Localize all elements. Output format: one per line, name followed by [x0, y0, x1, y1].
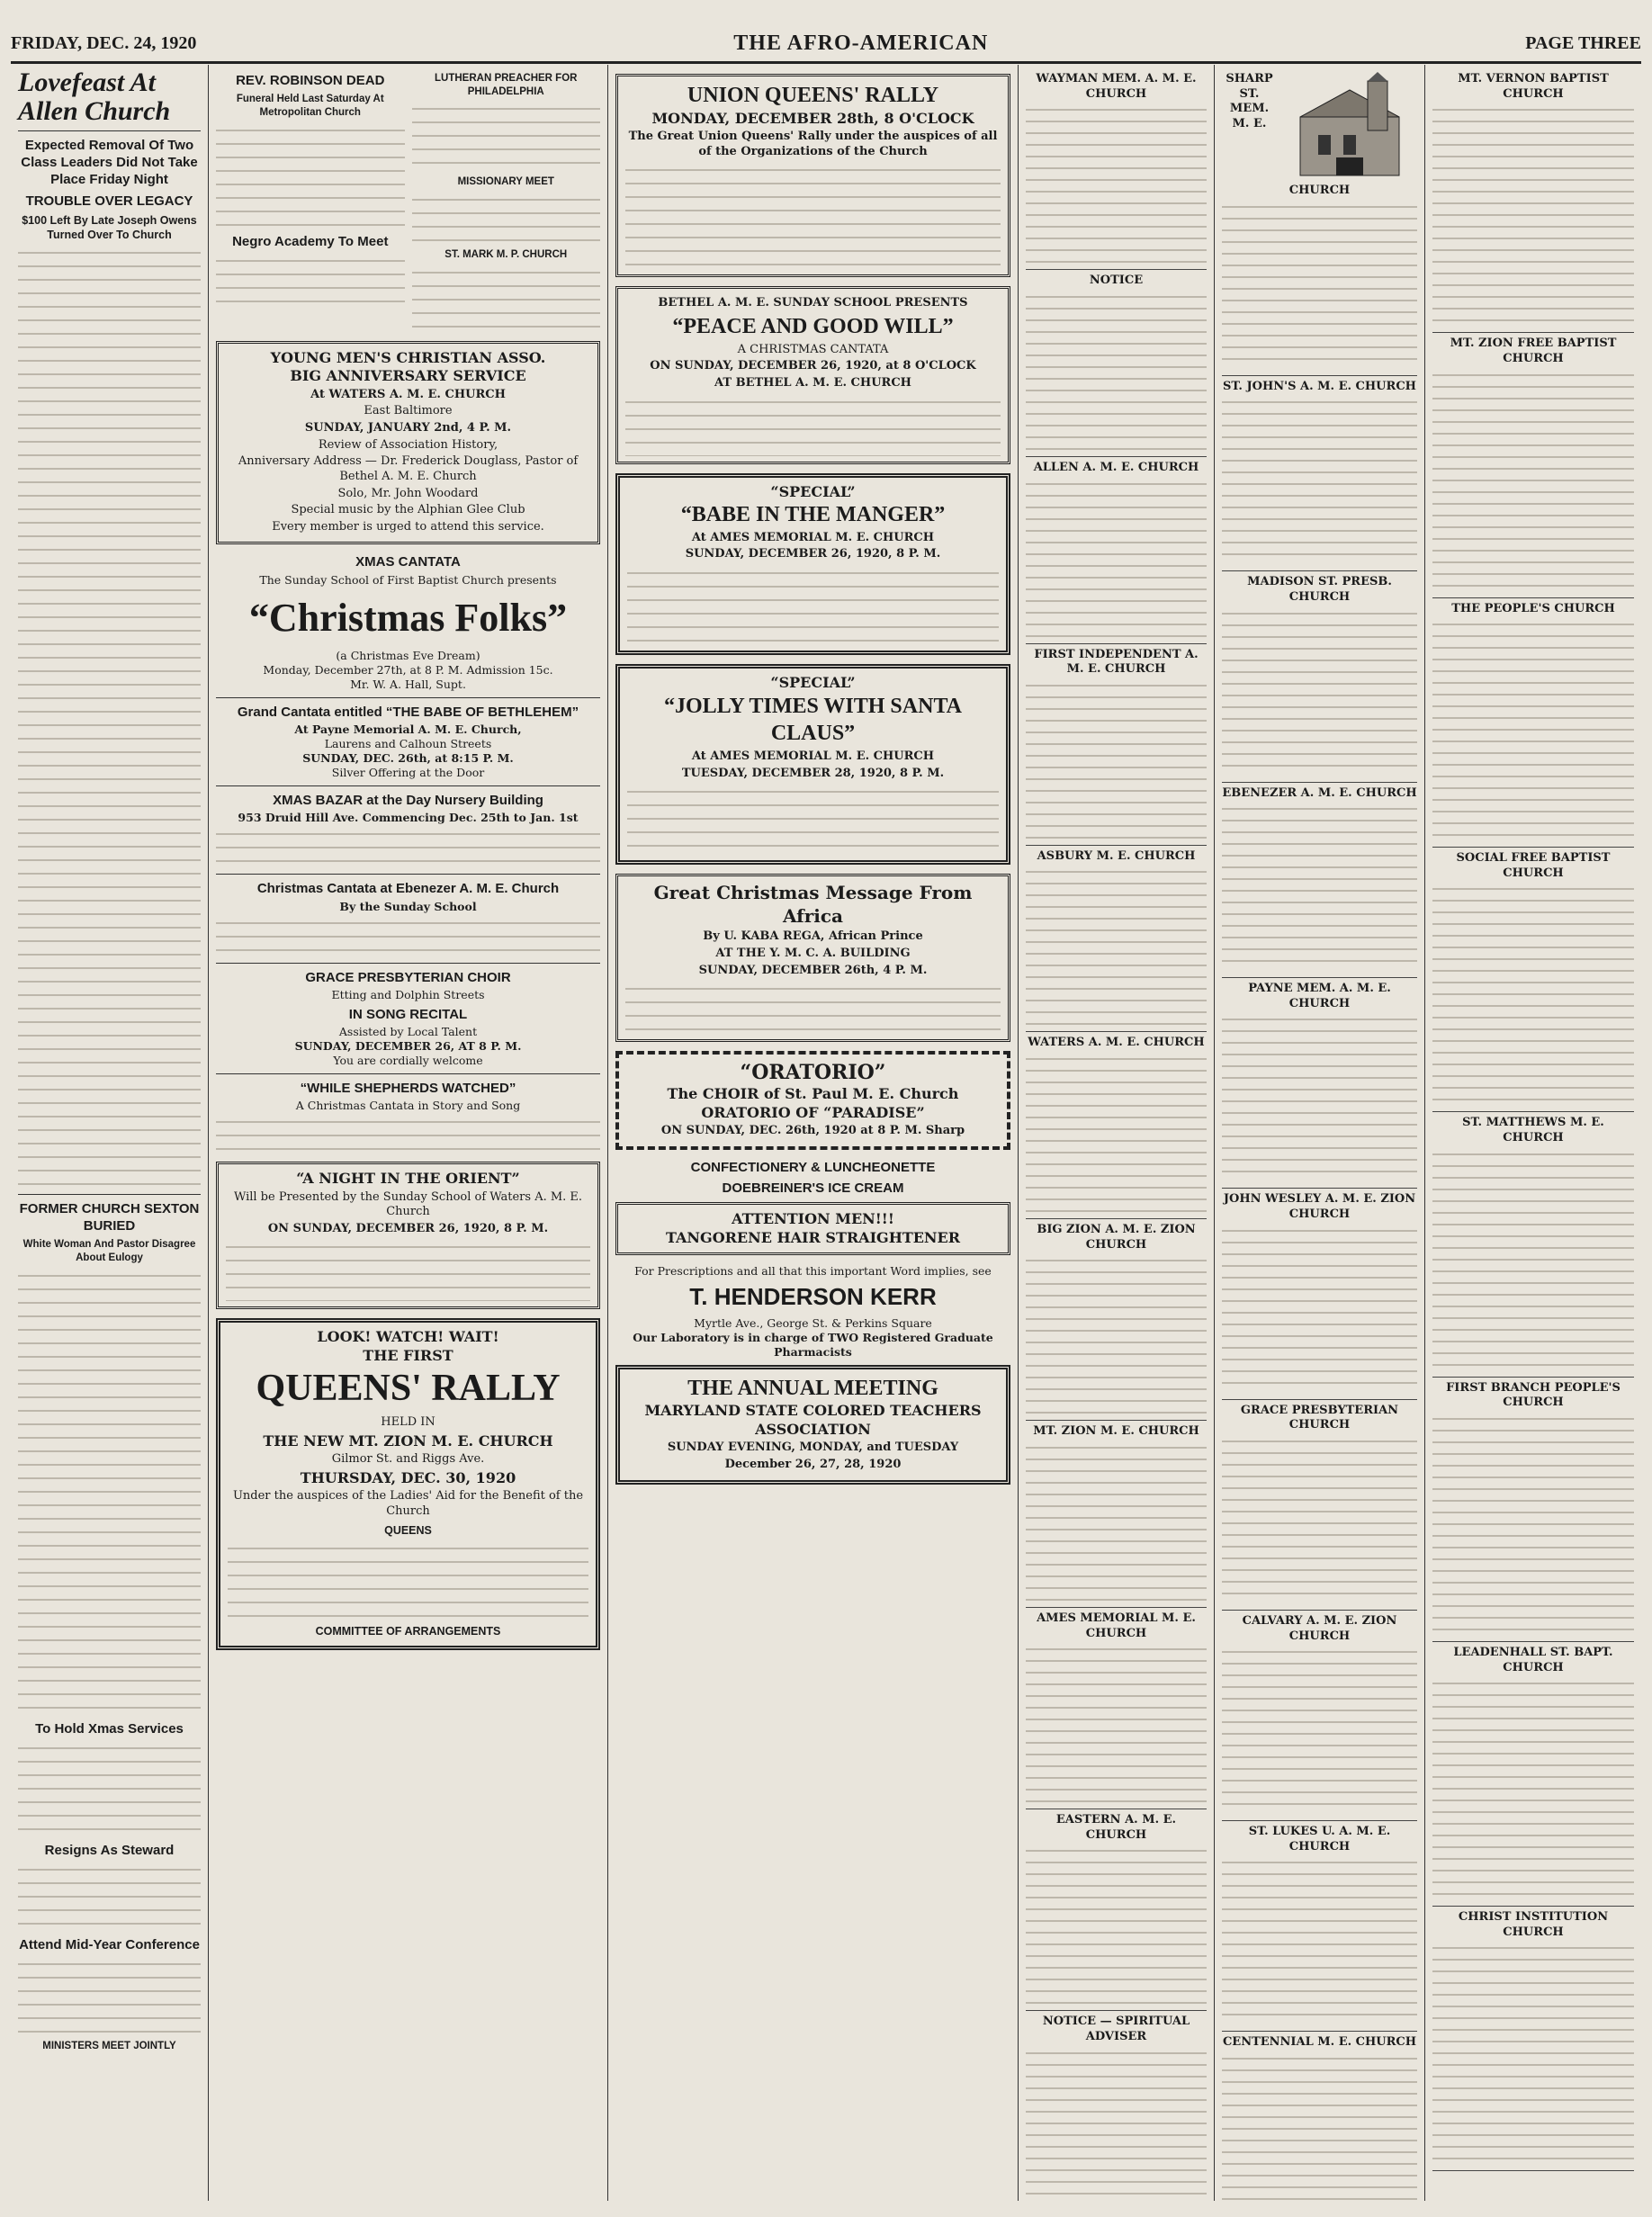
column-2	[209, 65, 608, 2201]
babe-bethlehem-addr: Laurens and Calhoun Streets	[324, 737, 492, 751]
kerr-title: T. HENDERSON KERR	[689, 1283, 937, 1311]
lead-headline: Lovefeast At Allen Church	[18, 67, 171, 126]
church-listing	[1432, 598, 1634, 848]
ymca-review: Review of Association History,	[318, 437, 498, 452]
robinson-body	[216, 121, 405, 229]
christmas-folks-ad	[216, 553, 600, 692]
orient-title: “A NIGHT IN THE ORIENT”	[296, 1170, 520, 1188]
church-name: AMES MEMORIAL M. E. CHURCH	[1037, 1611, 1196, 1640]
kerr-lab: Our Laboratory is in charge of TWO Registered Graduate Pharmacists	[633, 1330, 993, 1359]
christmas-folks-supt: Mr. W. A. Hall, Supt.	[350, 677, 466, 691]
oratorio-date: ON SUNDAY, DEC. 26th, 1920 at 8 P. M. Sharp	[660, 1124, 965, 1138]
bethel-place: AT BETHEL A. M. E. CHURCH	[714, 376, 911, 390]
church-name: ST. MATTHEWS M. E. CHURCH	[1462, 1116, 1604, 1144]
church-name: NOTICE — SPIRITUAL ADVISER	[1042, 2015, 1190, 2043]
annual-title: THE ANNUAL MEETING	[687, 1376, 938, 1400]
church-details	[1222, 1011, 1417, 1182]
grace-recital: IN SONG RECITAL	[348, 1006, 468, 1022]
church-name: GRACE PRESBYTERIAN CHURCH	[1240, 1403, 1399, 1432]
bazar-dates: 953 Druid Hill Ave. Commencing Dec. 25th to Jan. 1st	[238, 811, 579, 825]
church-name: ST. JOHN'S A. M. E. CHURCH	[1223, 379, 1416, 393]
church-name: JOHN WESLEY A. M. E. ZION CHURCH	[1223, 1192, 1416, 1221]
confectionery-ad	[615, 1159, 1010, 1197]
church-details	[1432, 1940, 1634, 2165]
church-listing	[1222, 1189, 1417, 1399]
union-sub: The Great Union Queens' Rally under the auspices of all of the Organizations of the Church	[628, 130, 998, 158]
church-details	[1026, 1051, 1207, 1213]
st-mark-body	[412, 264, 601, 336]
church-name: WATERS A. M. E. CHURCH	[1028, 1036, 1205, 1050]
ebenezer-sub: By the Sunday School	[339, 899, 477, 913]
church-listing	[1432, 1642, 1634, 1907]
orient-date: ON SUNDAY, DECEMBER 26, 1920, 8 P. M.	[267, 1221, 549, 1235]
church-details	[1026, 678, 1207, 839]
annual-days: SUNDAY EVENING, MONDAY, and TUESDAY	[667, 1441, 959, 1455]
church-name: ST. LUKES U. A. M. E. CHURCH	[1248, 1825, 1391, 1853]
bazar-body	[216, 825, 600, 868]
lutheran-head: LUTHERAN PREACHER FOR PHILADELPHIA	[435, 73, 578, 97]
manger-date: SUNDAY, DECEMBER 26, 1920, 8 P. M.	[685, 547, 941, 561]
church-name: MADISON ST. PRESB. CHURCH	[1247, 575, 1392, 604]
church-name: WAYMAN MEM. A. M. E. CHURCH	[1036, 72, 1197, 101]
church-listing	[1222, 783, 1417, 979]
church-name: ASBURY M. E. CHURCH	[1037, 848, 1196, 863]
church-details	[1222, 1644, 1417, 1815]
oratorio-ad	[615, 1051, 1010, 1150]
kerr-ad	[615, 1264, 1010, 1359]
church-listing	[1026, 1219, 1207, 1421]
church-listing	[1222, 376, 1417, 572]
church-listing	[1432, 1907, 1634, 2171]
bethel-body	[625, 393, 1001, 456]
christmas-folks-title: “Christmas Folks”	[248, 595, 568, 640]
confect-title: CONFECTIONERY & LUNCHEONETTE	[690, 1160, 936, 1176]
church-details	[1222, 1223, 1417, 1394]
lead-story-body	[18, 244, 201, 1189]
manger-ad	[615, 473, 1010, 655]
lead-deck-2: TROUBLE OVER LEGACY	[25, 193, 193, 209]
church-listing	[1026, 457, 1207, 644]
xmas-cantata-label: XMAS CANTATA	[355, 554, 461, 570]
ebenezer-body	[216, 914, 600, 957]
masthead	[11, 25, 1641, 64]
issue-date: FRIDAY, DEC. 24, 1920	[11, 32, 197, 53]
church-listing	[1026, 846, 1207, 1033]
doebreiner-title: DOEBREINER'S ICE CREAM	[722, 1180, 904, 1197]
church-name: CHRIST INSTITUTION CHURCH	[1458, 1910, 1609, 1939]
manger-body	[627, 564, 999, 645]
orient-ad	[216, 1162, 600, 1309]
babe-bethlehem-title: Grand Cantata entitled “THE BABE OF BETHLEHEM”	[237, 704, 579, 720]
church-details	[1026, 1843, 1207, 2005]
oratorio-title: “ORATORIO”	[740, 1061, 886, 1085]
church-listing	[1026, 1809, 1207, 2011]
kerr-intro: For Prescriptions and all that this important Word implies, see	[634, 1264, 992, 1279]
church-name: THE PEOPLE'S CHURCH	[1451, 601, 1615, 615]
church-name: MT. ZION FREE BAPTIST CHURCH	[1450, 337, 1617, 365]
church-listing	[1026, 644, 1207, 846]
church-name: CENTENNIAL M. E. CHURCH	[1222, 2035, 1417, 2050]
story-sexton-head: FORMER CHURCH SEXTON BURIED	[19, 1200, 200, 1234]
church-listing	[1222, 1611, 1417, 1821]
shepherds-sub: A Christmas Cantata in Story and Song	[295, 1099, 521, 1113]
church-details	[1026, 102, 1207, 264]
story-sexton-body	[18, 1267, 201, 1717]
qr-addr: Gilmor St. and Riggs Ave.	[331, 1452, 485, 1467]
jolly-title: “JOLLY TIMES WITH SANTA CLAUS”	[664, 694, 962, 746]
church-details	[1432, 881, 1634, 1106]
church-details	[1222, 394, 1417, 565]
church-listing	[1026, 270, 1207, 457]
orient-body	[226, 1238, 590, 1301]
church-details	[1026, 2045, 1207, 2201]
church-name: MT. VERNON BAPTIST CHURCH	[1458, 72, 1609, 101]
church-name: EASTERN A. M. E. CHURCH	[1055, 1813, 1177, 1842]
negro-academy-head: Negro Academy To Meet	[232, 233, 389, 249]
jolly-body	[627, 783, 999, 855]
qr-title: QUEENS' RALLY	[256, 1368, 561, 1410]
church-listing	[1026, 68, 1207, 270]
church-details	[1432, 1146, 1634, 1371]
column-1	[11, 65, 209, 2201]
church-details	[1026, 1252, 1207, 1414]
qr-queens-list	[228, 1539, 588, 1620]
ymca-address: Anniversary Address — Dr. Frederick Douglass, Pastor of Bethel A. M. E. Church	[238, 454, 579, 483]
story-ministers-head: MINISTERS MEET JOINTLY	[42, 2041, 176, 2052]
christmas-folks-time: Monday, December 27th, at 8 P. M. Admission 15c.	[263, 662, 553, 677]
column-3	[608, 65, 1019, 2201]
church-name: SHARP ST. MEM. M. E. CHURCH	[1226, 72, 1351, 197]
bethel-title: “PEACE AND GOOD WILL”	[672, 315, 954, 339]
paper-title: THE AFRO-AMERICAN	[733, 31, 989, 55]
bethel-ad	[615, 286, 1010, 463]
africa-ad	[615, 874, 1010, 1042]
church-details	[1432, 102, 1634, 327]
story-xmas-body	[18, 1739, 201, 1838]
tangorene-ad	[615, 1202, 1010, 1255]
ymca-music: Special music by the Alphian Glee Club	[291, 503, 525, 517]
church-details	[1222, 2051, 1417, 2201]
annual-meeting-ad	[615, 1365, 1010, 1485]
ymca-area: East Baltimore	[364, 404, 453, 418]
manger-place: At AMES MEMORIAL M. E. CHURCH	[691, 530, 935, 544]
ymca-title: YOUNG MEN'S CHRISTIAN ASSO.	[270, 348, 546, 366]
church-details	[1432, 616, 1634, 841]
church-name: BIG ZION A. M. E. ZION CHURCH	[1037, 1223, 1196, 1252]
church-details	[1222, 606, 1417, 776]
st-mark-head: ST. MARK M. P. CHURCH	[444, 249, 568, 261]
church-details	[1222, 1433, 1417, 1604]
ymca-place: At WATERS A. M. E. CHURCH	[310, 387, 506, 401]
africa-title: Great Christmas Message From Africa	[653, 882, 973, 927]
church-details	[1222, 1854, 1417, 2025]
ymca-solo: Solo, Mr. John Woodard	[337, 486, 479, 500]
church-illustration	[1282, 72, 1417, 180]
page-number: PAGE THREE	[1525, 32, 1641, 53]
shepherds-title: “WHILE SHEPHERDS WATCHED”	[300, 1080, 516, 1096]
negro-academy-body	[216, 252, 405, 306]
africa-body	[625, 980, 1001, 1034]
church-details	[1222, 199, 1417, 370]
grace-title: GRACE PRESBYTERIAN CHOIR	[305, 969, 511, 985]
christmas-folks-sub: (a Christmas Eve Dream)	[336, 648, 480, 662]
jolly-ad	[615, 664, 1010, 865]
union-body	[625, 161, 1001, 269]
church-listing	[1222, 1821, 1417, 2032]
jolly-date: TUESDAY, DECEMBER 28, 1920, 8 P. M.	[681, 766, 945, 780]
grace-choir-ad	[216, 969, 600, 1068]
lead-deck-1: Expected Removal Of Two Class Leaders Did Not Take Place Friday Night	[21, 138, 198, 188]
church-details	[1026, 476, 1207, 638]
church-listing	[1026, 1032, 1207, 1219]
church-listing	[1026, 1421, 1207, 1608]
qr-aux: Under the auspices of the Ladies' Aid for the Benefit of the Church	[232, 1489, 584, 1518]
annual-assoc: MARYLAND STATE COLORED TEACHERS ASSOCIATION	[644, 1402, 982, 1438]
union-title: UNION QUEENS' RALLY	[687, 84, 939, 107]
church-name: LEADENHALL ST. BAPT. CHURCH	[1453, 1645, 1613, 1674]
grace-addr: Etting and Dolphin Streets	[331, 987, 485, 1001]
story-steward-body	[18, 1861, 201, 1933]
qr-committee: COMMITTEE OF ARRANGEMENTS	[315, 1624, 501, 1638]
oratorio-choir: The CHOIR of St. Paul M. E. Church	[667, 1085, 959, 1103]
ebenezer-title: Christmas Cantata at Ebenezer A. M. E. Church	[256, 881, 560, 897]
church-name: FIRST INDEPENDENT A. M. E. CHURCH	[1034, 647, 1199, 677]
oratorio-work: ORATORIO OF “PARADISE”	[701, 1103, 925, 1121]
grace-assist: Assisted by Local Talent	[338, 1024, 478, 1038]
africa-speaker: By U. KABA REGA, African Prince	[703, 929, 923, 944]
church-listing	[1222, 978, 1417, 1189]
manger-title: “BABE IN THE MANGER”	[680, 503, 946, 527]
ymca-urge: Every member is urged to attend this service.	[272, 519, 544, 534]
qr-look: LOOK! WATCH! WAIT!	[317, 1328, 499, 1346]
africa-place: AT THE Y. M. C. A. BUILDING	[715, 947, 911, 961]
qr-queens: QUEENS	[384, 1523, 432, 1537]
ymca-ad	[216, 341, 600, 545]
church-listing	[1026, 2011, 1207, 2201]
babe-bethlehem-place: At Payne Memorial A. M. E. Church,	[294, 723, 522, 737]
missionary-body	[412, 191, 601, 245]
union-date: MONDAY, DECEMBER 28th, 8 O'CLOCK	[651, 109, 974, 127]
ymca-date: SUNDAY, JANUARY 2nd, 4 P. M.	[304, 421, 512, 435]
church-details	[1432, 1411, 1634, 1636]
bazar-ad	[216, 792, 600, 868]
shepherds-body	[216, 1113, 600, 1156]
church-name: NOTICE	[1089, 274, 1144, 288]
babe-bethlehem-offer: Silver Offering at the Door	[331, 766, 485, 780]
babe-bethlehem-date: SUNDAY, DEC. 26th, at 8:15 P. M.	[302, 751, 514, 766]
qr-held: HELD IN	[381, 1415, 435, 1430]
ymca-service: BIG ANNIVERSARY SERVICE	[290, 367, 526, 385]
church-name: CALVARY A. M. E. ZION CHURCH	[1242, 1613, 1397, 1643]
church-name: PAYNE MEM. A. M. E. CHURCH	[1248, 982, 1391, 1010]
story-conference-body	[18, 1955, 201, 2036]
missionary-head: MISSIONARY MEET	[457, 176, 554, 188]
church-listing	[1432, 68, 1634, 333]
church-details	[1222, 801, 1417, 972]
bazar-title: XMAS BAZAR at the Day Nursery Building	[273, 793, 543, 809]
church-details	[1026, 1641, 1207, 1803]
manger-special: “SPECIAL”	[770, 482, 856, 500]
church-listing	[1432, 1112, 1634, 1377]
lead-deck-3: $100 Left By Late Joseph Owens Turned Over To Church	[22, 213, 197, 241]
grace-date: SUNDAY, DECEMBER 26, AT 8 P. M.	[294, 1038, 522, 1053]
jolly-place: At AMES MEMORIAL M. E. CHURCH	[691, 749, 935, 763]
church-details	[1432, 367, 1634, 592]
ebenezer-ad	[216, 880, 600, 956]
qr-first: THE FIRST	[363, 1346, 453, 1364]
church-name: FIRST BRANCH PEOPLE'S CHURCH	[1446, 1380, 1621, 1410]
church-listing	[1432, 333, 1634, 597]
union-queens-ad	[615, 74, 1010, 277]
story-conference-head: Attend Mid-Year Conference	[19, 1936, 200, 1952]
column-4	[1019, 65, 1215, 2201]
africa-date: SUNDAY, DECEMBER 26th, 4 P. M.	[698, 963, 928, 977]
church-listing	[1432, 1378, 1634, 1642]
babe-bethlehem-ad	[216, 704, 600, 780]
bethel-cantata: A CHRISTMAS CANTATA	[737, 342, 889, 356]
shepherds-ad	[216, 1080, 600, 1156]
church-name: MT. ZION M. E. CHURCH	[1033, 1424, 1199, 1439]
attention-title: ATTENTION MEN!!!	[732, 1210, 894, 1228]
queens-rally-ad	[216, 1318, 600, 1649]
church-name: EBENEZER A. M. E. CHURCH	[1222, 785, 1417, 800]
grace-welcome: You are cordially welcome	[333, 1053, 483, 1067]
annual-dates: December 26, 27, 28, 1920	[724, 1457, 902, 1471]
column-5	[1215, 65, 1425, 2201]
story-steward-head: Resigns As Steward	[44, 1842, 175, 1858]
church-name: ALLEN A. M. E. CHURCH	[1033, 460, 1199, 474]
robinson-sub: Funeral Held Last Saturday At Metropolitan Church	[236, 94, 384, 118]
qr-date: THURSDAY, DEC. 30, 1920	[300, 1468, 516, 1486]
kerr-addr: Myrtle Ave., George St. & Perkins Square	[694, 1315, 932, 1330]
church-details	[1026, 289, 1207, 451]
column-6	[1425, 65, 1641, 2201]
tangorene-title: TANGORENE HAIR STRAIGHTENER	[665, 1228, 961, 1246]
bethel-presents: BETHEL A. M. E. SUNDAY SCHOOL PRESENTS	[658, 296, 968, 310]
jolly-special: “SPECIAL”	[770, 674, 856, 692]
church-details	[1026, 1440, 1207, 1602]
church-listing	[1026, 1608, 1207, 1809]
robinson-head: REV. ROBINSON DEAD	[236, 73, 385, 88]
church-name: SOCIAL FREE BAPTIST CHURCH	[1456, 851, 1611, 880]
xmas-cantata-sub: The Sunday School of First Baptist Church presents	[259, 572, 557, 587]
orient-sub: Will be Presented by the Sunday School of Waters A. M. E. Church	[233, 1189, 583, 1219]
church-details	[1026, 864, 1207, 1026]
church-listing	[1222, 1400, 1417, 1611]
church-listing	[1222, 571, 1417, 782]
bethel-date: ON SUNDAY, DECEMBER 26, 1920, at 8 O'CLOCK	[650, 359, 976, 373]
story-sexton-sub: White Woman And Pastor Disagree About Eulogy	[22, 1239, 196, 1263]
church-listing	[1222, 2032, 1417, 2201]
church-details	[1432, 1675, 1634, 1900]
lutheran-body	[412, 100, 601, 172]
qr-place: THE NEW MT. ZION M. E. CHURCH	[263, 1432, 553, 1450]
church-listing	[1432, 848, 1634, 1112]
story-xmas-head: To Hold Xmas Services	[35, 1720, 184, 1737]
